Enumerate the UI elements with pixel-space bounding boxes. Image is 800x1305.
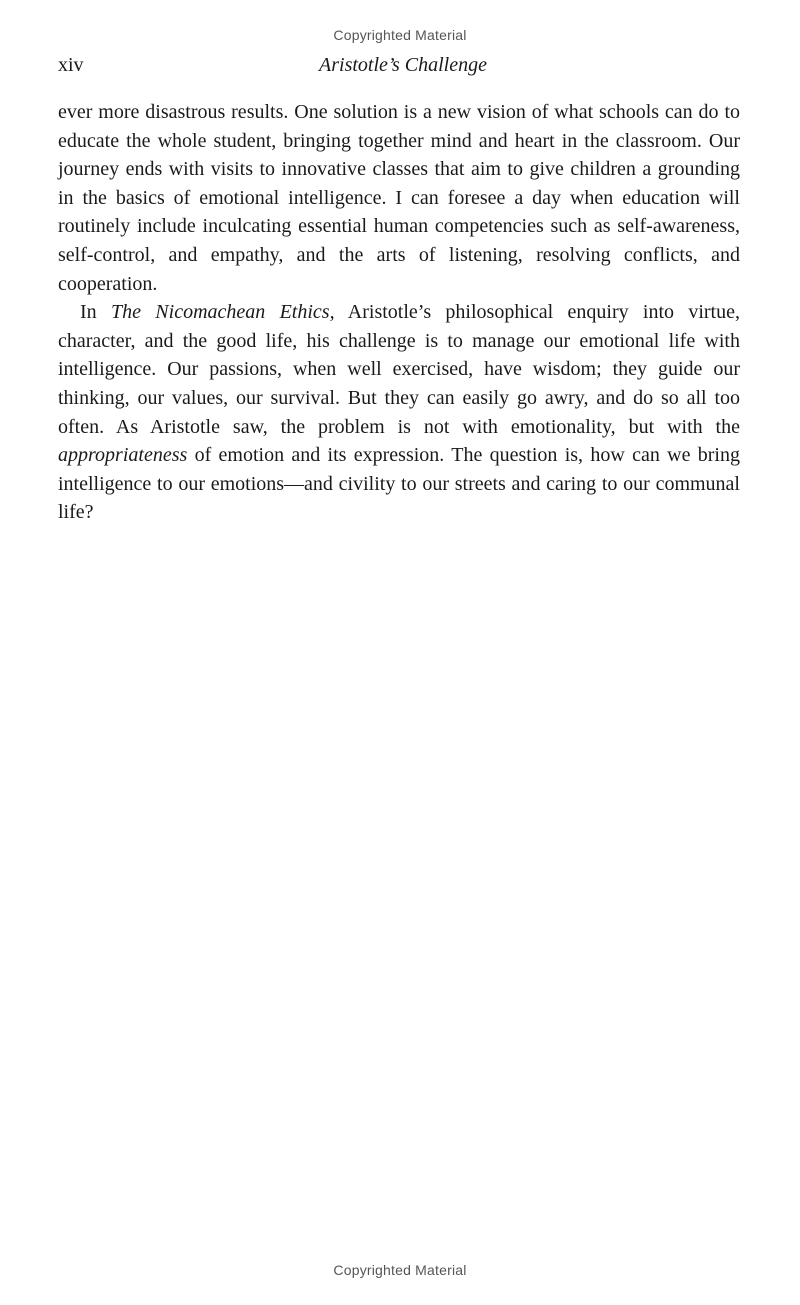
paragraph-2 [58, 298, 740, 527]
paragraph-2-suffix: of emotion and its expression. The question is, how can we bring intelligence to our emotions—and civility to our streets and caring to our communal life? [58, 444, 740, 524]
emphasis-word: appropriateness [58, 444, 188, 467]
page-number: xiv [58, 54, 84, 76]
running-title: Aristotle’s Challenge [319, 54, 487, 76]
copyright-watermark-bottom: Copyrighted Material [333, 1262, 467, 1278]
copyright-watermark-top: Copyrighted Material [333, 27, 467, 43]
paragraph-1: ever more disastrous results. One solution is a new vision of what schools can do to educate the whole student, bringing together mind and heart in the classroom. Our journey ends with visits to innovative classes that aim to give children a grounding in the basics of emotional intelligence. I can foresee a day when education will routinely include inculcating essential human competencies such as self-awareness, self-control, and empathy, and the arts of listening, resolving conflicts, and cooperation. [58, 101, 740, 295]
body-text [58, 98, 740, 527]
paragraph-2-prefix: In [80, 301, 111, 324]
book-title: The Nicomachean Ethics, [110, 301, 335, 324]
paragraph-2-middle: Aristotle’s philosophical enquiry into virtue, character, and the good life, his challenge is to manage our emotional life with intelligence. Our passions, when well exercised, have wisdom; they guide our thinking, our values, our survival. But they can easily go awry, and do so all too often. As Aristotle saw, the problem is not with emotionality, but with the [58, 301, 740, 438]
running-header [58, 54, 742, 80]
